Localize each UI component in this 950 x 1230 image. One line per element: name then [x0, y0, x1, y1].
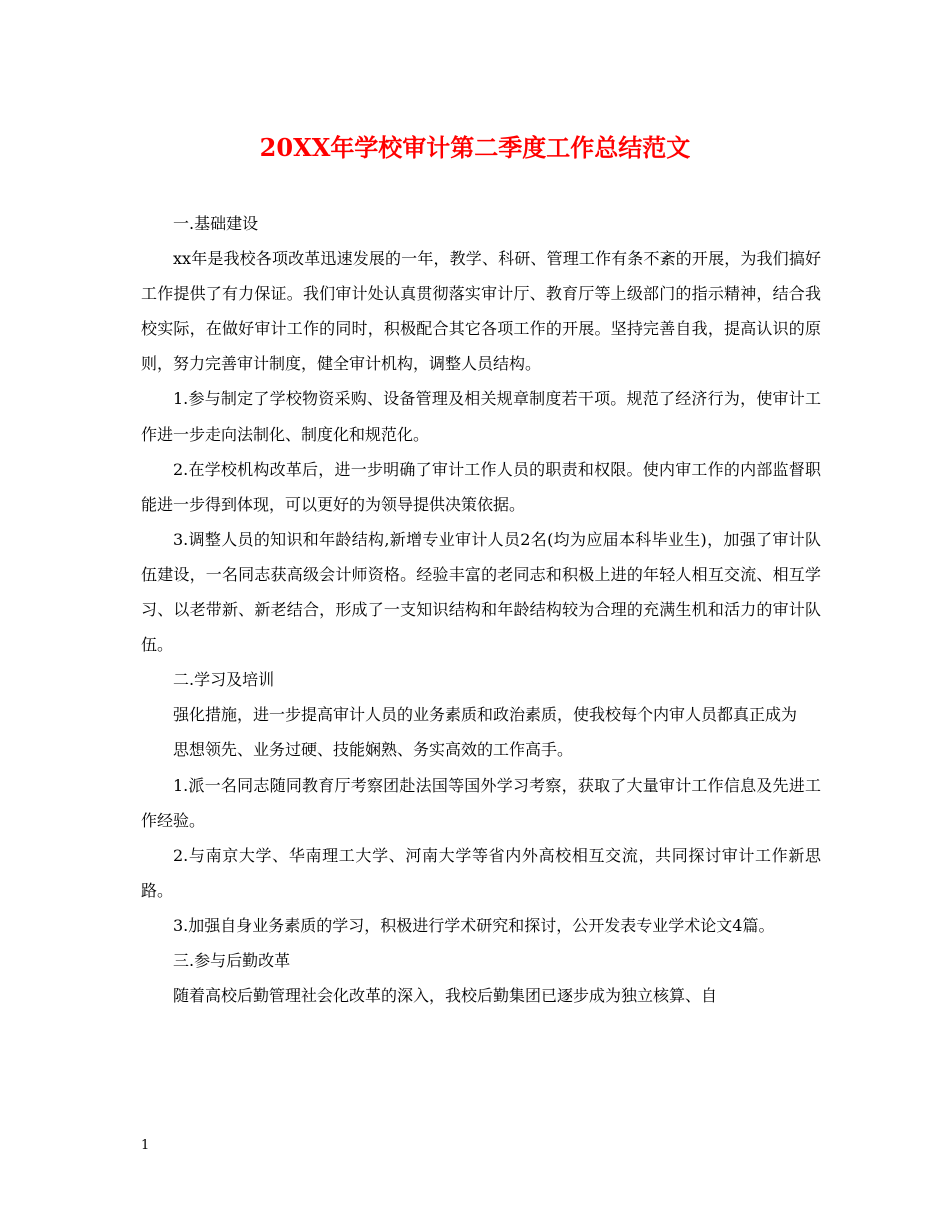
paragraph: 2.与南京大学、华南理工大学、河南大学等省内外高校相互交流，共同探讨审计工作新思路。 [141, 845, 821, 900]
paragraph: 强化措施，进一步提高审计人员的业务素质和政治素质，使我校每个内审人员都真正成为 [173, 705, 798, 725]
page-number: 1 [141, 1138, 150, 1153]
paragraph: xx年是我校各项改革迅速发展的一年，教学、科研、管理工作有条不紊的开展，为我们搞好工作提供了有力保证。我们审计处认真贯彻落实审计厅、教育厅等上级部门的指示精神，结合我校实际，在做好审计工作的同时，积极配合其它各项工作的开展。坚持完善自我，提高认识的原则，努力完善审计制度，健全审计机构，调整人员结构。 [141, 249, 821, 374]
section-heading-learning-training: 二.学习及培训 [173, 670, 275, 690]
section-heading-basic-construction: 一.基础建设 [173, 214, 259, 233]
paragraph: 随着高校后勤管理社会化改革的深入，我校后勤集团已逐步成为独立核算、自 [173, 986, 718, 1006]
paragraph: 3.加强自身业务素质的学习，积极进行学术研究和探讨，公开发表专业学术论文4篇。 [173, 915, 775, 935]
document-body [141, 206, 821, 1013]
paragraph: 3.调整人员的知识和年龄结构,新增专业审计人员2名(均为应届本科毕业生)，加强了审计队伍建设，一名同志获高级会计师资格。经验丰富的老同志和积极上进的年轻人相互交流、相互学习、以老带新、新老结合，形成了一支知识结构和年龄结构较为合理的充满生机和活力的审计队伍。 [141, 529, 821, 655]
section-heading-logistics-reform: 三.参与后勤改革 [173, 950, 291, 970]
paragraph: 1.参与制定了学校物资采购、设备管理及相关规章制度若干项。规范了经济行为，使审计工作进一步走向法制化、制度化和规范化。 [141, 389, 821, 444]
paragraph: 思想领先、业务过硬、技能娴熟、务实高效的工作高手。 [173, 740, 574, 760]
paragraph: 1.派一名同志随同教育厅考察团赴法国等国外学习考察，获取了大量审计工作信息及先进工作经验。 [141, 775, 821, 830]
document-title: 20XX年学校审计第二季度工作总结范文 [259, 133, 691, 162]
paragraph: 2.在学校机构改革后，进一步明确了审计工作人员的职责和权限。使内审工作的内部监督职能进一步得到体现，可以更好的为领导提供决策依据。 [141, 459, 821, 514]
